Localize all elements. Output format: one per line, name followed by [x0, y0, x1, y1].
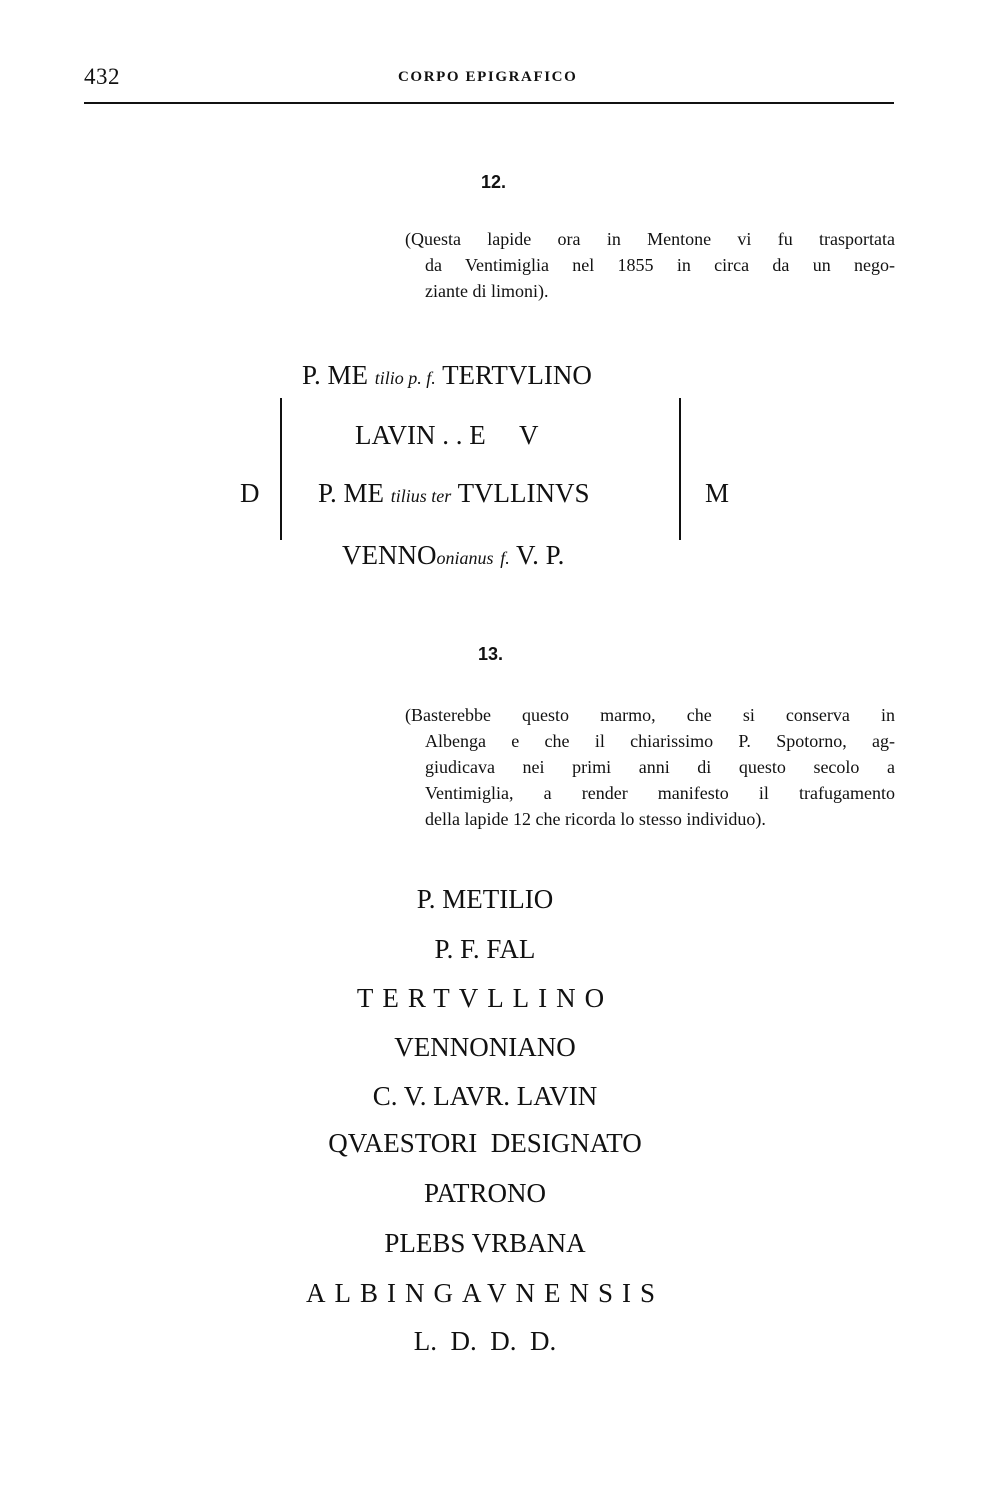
inscription-restoration: f. — [500, 548, 510, 568]
inscription-capitals: TVLLINVS — [457, 478, 590, 508]
inscription-line: PLEBS VRBANA — [384, 1228, 586, 1258]
inscription-line: VENNONIANO — [394, 1032, 576, 1062]
inscription-line: L. D. D. D. — [413, 1326, 557, 1356]
note-13 — [405, 702, 895, 832]
note-line: da Ventimiglia nel 1855 in circa da un nego- — [425, 255, 895, 275]
inscription-left-letter: D — [240, 478, 260, 508]
inscription-capitals: P. ME — [302, 360, 369, 390]
inscription-line: PATRONO — [423, 1178, 547, 1208]
inscription-line — [318, 478, 590, 509]
page-number: 432 — [84, 64, 120, 89]
inscription-line: P. METILIO — [416, 884, 554, 914]
inscription-line — [342, 540, 564, 571]
inscription-line: TERTVLLINO — [356, 983, 614, 1013]
inscription-line — [302, 360, 592, 391]
note-line: Albenga e che il chiarissimo P. Spotorno, ag- — [425, 731, 895, 751]
running-title: CORPO EPIGRAFICO — [398, 69, 578, 85]
inscription-line: ALBINGAVNENSIS — [305, 1278, 665, 1308]
note-line: Ventimiglia, a render manifesto il trafugamento — [425, 783, 895, 803]
inscription-capitals: V. P. — [516, 540, 565, 570]
note-line: ziante di limoni). — [425, 281, 549, 301]
note-line: (Basterebbe questo marmo, che si conserva in — [405, 705, 895, 725]
inscription-restoration: tilius ter — [390, 486, 452, 506]
inscription-capitals: VENNO — [342, 540, 437, 570]
note-12 — [405, 226, 895, 304]
inscription-line: C. V. LAVR. LAVIN — [372, 1081, 598, 1111]
note-line: della lapide 12 che ricorda lo stesso individuo). — [425, 809, 766, 829]
note-line: giudicava nei primi anni di questo secolo a — [425, 757, 895, 777]
header-rule — [84, 102, 894, 104]
entry-number-13: 13. — [478, 644, 504, 664]
inscription-line: QVAESTORI DESIGNATO — [328, 1128, 642, 1158]
inscription-capitals: P. ME — [318, 478, 385, 508]
note-line: (Questa lapide ora in Mentone vi fu trasportata — [405, 229, 895, 249]
entry-number-12: 12. — [481, 172, 507, 192]
inscription-line: P. F. FAL — [434, 934, 536, 964]
inscription-left-border — [280, 398, 282, 540]
inscription-line: LAVIN . . E V — [355, 420, 539, 450]
inscription-capitals: TERTVLINO — [442, 360, 592, 390]
inscription-restoration: onianus — [436, 548, 494, 568]
inscription-restoration: tilio p. f. — [374, 368, 436, 388]
inscription-right-border — [679, 398, 681, 540]
inscription-right-letter: M — [705, 478, 730, 508]
